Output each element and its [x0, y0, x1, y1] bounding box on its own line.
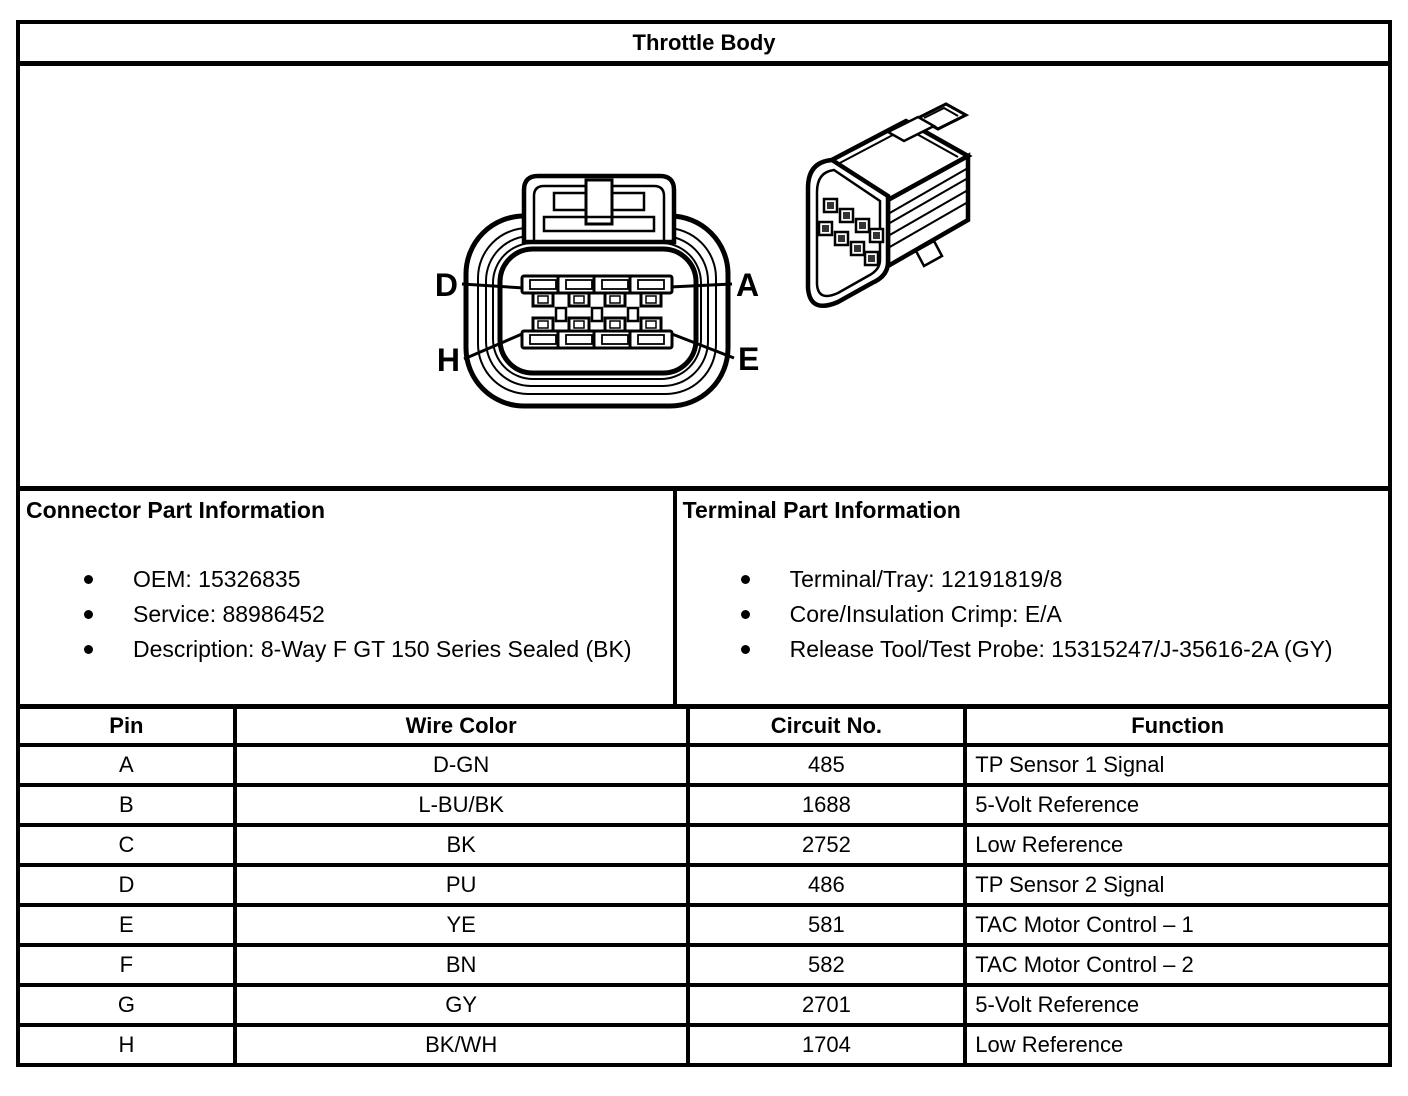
circuit-no-cell: 581	[688, 905, 966, 945]
table-row	[20, 905, 1388, 945]
pin-cell: E	[20, 905, 235, 945]
terminal-part-information	[677, 491, 1388, 704]
connector-latch	[524, 176, 674, 242]
pin-cell: G	[20, 985, 235, 1025]
circuit-no-cell: 2701	[688, 985, 966, 1025]
circuit-no-cell: 1704	[688, 1025, 966, 1063]
wire-color-cell: BK	[235, 825, 688, 865]
pin-cell: H	[20, 1025, 235, 1063]
bullet-icon	[741, 610, 750, 619]
bullet-icon	[741, 575, 750, 584]
wire-color-cell: GY	[235, 985, 688, 1025]
table-header-row	[20, 709, 1388, 745]
circuit-no-cell: 486	[688, 865, 966, 905]
circuit-no-cell: 1688	[688, 785, 966, 825]
function-cell: TAC Motor Control – 2	[965, 945, 1388, 985]
wire-color-cell: D-GN	[235, 745, 688, 785]
wire-color-cell: YE	[235, 905, 688, 945]
wire-color-cell: BN	[235, 945, 688, 985]
terminal-tray: Terminal/Tray: 12191819/8	[789, 566, 1063, 592]
connector-part-information-list	[26, 562, 667, 667]
pin-cell: B	[20, 785, 235, 825]
wire-color-cell: BK/WH	[235, 1025, 688, 1063]
function-cell: Low Reference	[965, 825, 1388, 865]
circuit-no-cell: 582	[688, 945, 966, 985]
pin-cell: A	[20, 745, 235, 785]
table-row	[20, 825, 1388, 865]
table-row	[20, 945, 1388, 985]
column-header-circuit-no: Circuit No.	[688, 709, 966, 745]
connector-part-information	[20, 491, 677, 704]
table-row	[20, 865, 1388, 905]
bullet-icon	[84, 575, 93, 584]
terminal-part-information-heading: Terminal Part Information	[682, 497, 961, 523]
pinout-table	[20, 709, 1388, 1063]
connector-description: Description: 8-Way F GT 150 Series Sealed (BK)	[133, 636, 632, 662]
pin-label-e: E	[738, 341, 760, 377]
circuit-no-cell: 2752	[688, 825, 966, 865]
connector-diagram	[20, 66, 1388, 486]
function-cell: 5-Volt Reference	[965, 785, 1388, 825]
bullet-icon	[741, 645, 750, 654]
connector-diagram-area	[20, 66, 1388, 491]
pin-label-h: H	[436, 342, 460, 378]
core-insulation-crimp: Core/Insulation Crimp: E/A	[789, 601, 1062, 627]
table-row	[20, 785, 1388, 825]
list-item	[26, 597, 667, 632]
circuit-no-cell: 485	[688, 745, 966, 785]
pin-label-d: D	[434, 267, 458, 303]
pin-cell: F	[20, 945, 235, 985]
wire-color-cell: L-BU/BK	[235, 785, 688, 825]
connector-service: Service: 88986452	[133, 601, 325, 627]
list-item	[683, 632, 1382, 667]
connector-info-sheet	[16, 20, 1392, 1067]
list-item	[26, 562, 667, 597]
function-cell: TP Sensor 2 Signal	[965, 865, 1388, 905]
column-header-pin: Pin	[20, 709, 235, 745]
bullet-icon	[84, 610, 93, 619]
bullet-icon	[84, 645, 93, 654]
table-row	[20, 745, 1388, 785]
function-cell: Low Reference	[965, 1025, 1388, 1063]
connector-oem: OEM: 15326835	[133, 566, 301, 592]
pin-cell: C	[20, 825, 235, 865]
list-item	[683, 597, 1382, 632]
part-information-row	[20, 491, 1388, 709]
connector-isometric-view	[808, 104, 968, 306]
list-item	[26, 632, 667, 667]
page-title: Throttle Body	[20, 24, 1388, 66]
function-cell: 5-Volt Reference	[965, 985, 1388, 1025]
connector-part-information-heading: Connector Part Information	[26, 497, 326, 523]
release-tool-test-probe: Release Tool/Test Probe: 15315247/J-35616-2A (GY)	[789, 636, 1333, 662]
function-cell: TAC Motor Control – 1	[965, 905, 1388, 945]
table-row	[20, 1025, 1388, 1063]
connector-front-view	[435, 176, 759, 406]
function-cell: TP Sensor 1 Signal	[965, 745, 1388, 785]
pin-label-a: A	[736, 267, 760, 303]
table-row	[20, 985, 1388, 1025]
column-header-function: Function	[965, 709, 1388, 745]
terminal-part-information-list	[683, 562, 1382, 667]
wire-color-cell: PU	[235, 865, 688, 905]
column-header-wire-color: Wire Color	[235, 709, 688, 745]
list-item	[683, 562, 1382, 597]
pin-cell: D	[20, 865, 235, 905]
